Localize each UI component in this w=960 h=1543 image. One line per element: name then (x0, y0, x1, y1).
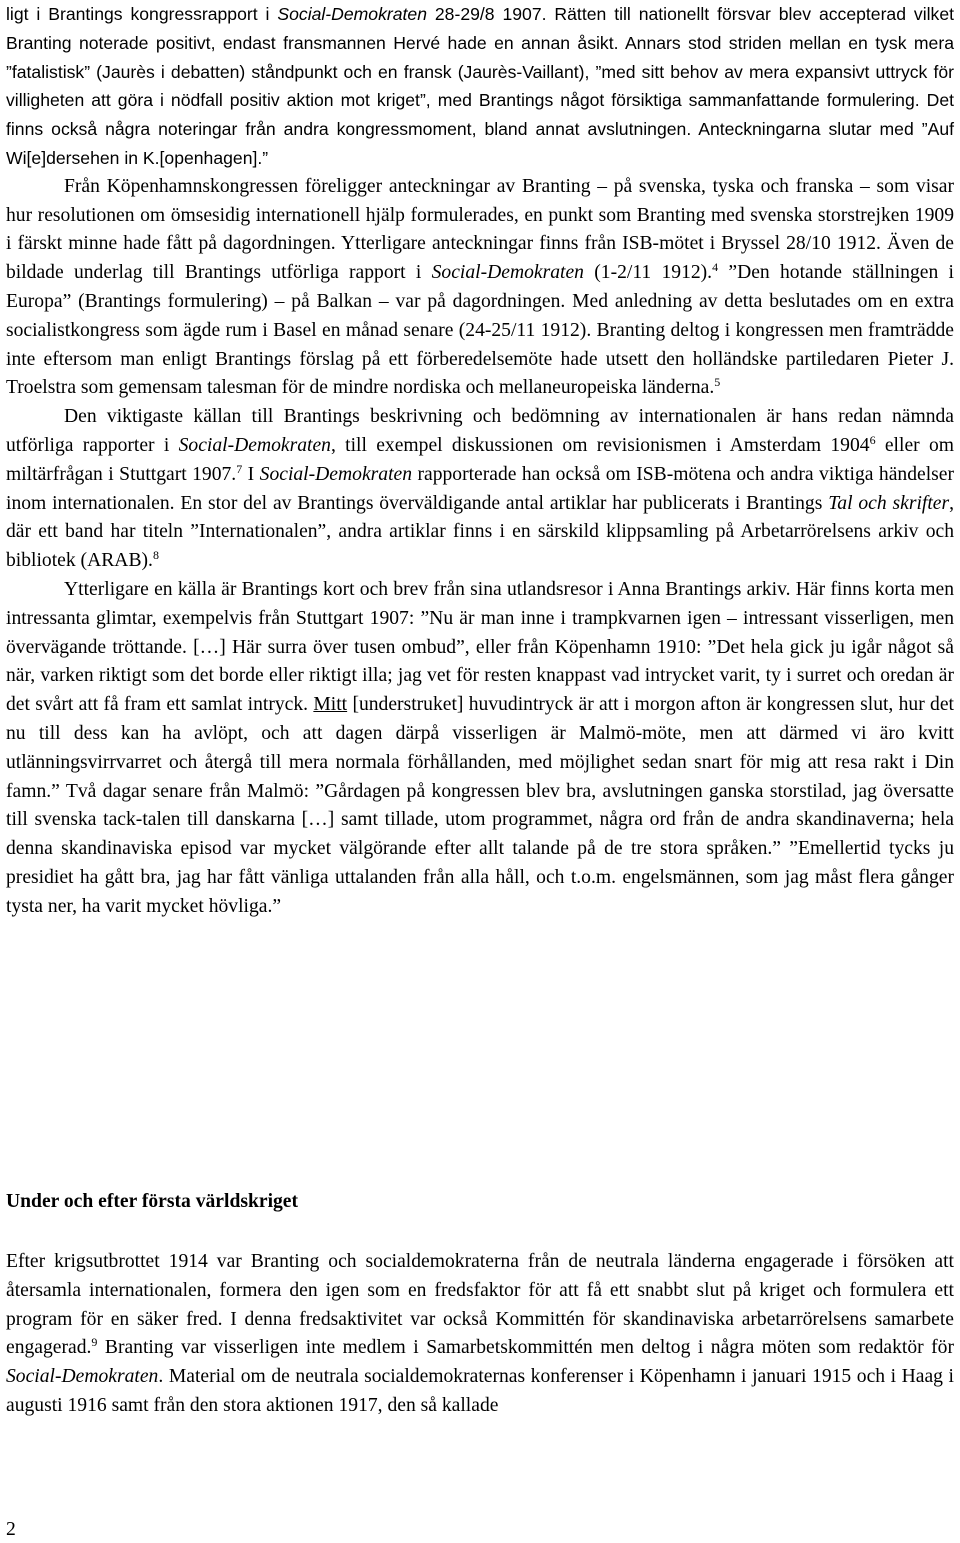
text: Den viktigaste källan till Brantings beskrivning och bedömning av internationalen är hans redan nämnda utförliga rapporter i (6, 406, 954, 456)
newspaper-title: Social-Demokraten (431, 262, 584, 284)
body-text-upper (6, 0, 954, 922)
text: eller om miltärfrågan i Stuttgart 1907. (6, 434, 954, 485)
footnote-ref: 6 (869, 432, 876, 447)
book-title: Tal och skrifter (828, 492, 950, 514)
text: Efter krigsutbrottet 1914 var Branting och socialdemokraterna från de neutrala länderna engagerade i försöken att återsamla internationalen, formera den igen som en fredsfaktor för att få ett snabbt slut på kriget och formulera ett program för en säker fred. I denna fredsaktivitet var också Kommittén för skandinaviska arbetarrörelsens samarbete engagerad. (6, 1251, 954, 1359)
text: . Material om de neutrala socialdemokraternas konferenser i Köpenhamn i januari 1915 och i Haag i augusti 1916 samt från den stora aktionen 1917, den så kallade (6, 1366, 954, 1416)
text: Branting var visserligen inte medlem i Samarbetskommittén men deltog i några möten som redaktör för (97, 1337, 954, 1359)
section-heading: Under och efter första världskriget (6, 1191, 299, 1212)
footnote-ref: 5 (714, 375, 721, 390)
text: , där ett band har titeln ”Internationalen”, andra artiklar finns i en särskild klippsamling på Arbetarrörelsens arkiv och bibliotek (ARAB). (6, 492, 955, 572)
paragraph-2 (6, 173, 954, 403)
newspaper-title: Social-Demokraten (6, 1366, 159, 1388)
text: ligt i Brantings kongressrapport i (6, 4, 278, 24)
footnote-ref: 8 (152, 548, 159, 563)
underlined-word: Mitt (313, 694, 348, 716)
text: Ytterligare en källa är Brantings kort och brev från sina utlandsresor i Anna Brantings arkiv. Här finns korta men intressanta glimtar, exempelvis från Stuttgart 1907: ”Nu är man inne i trampkvarnen igen – intressant visserligen, men övervägande tröttande. […] Här surra över tusen ombud”, eller från Köpenhamn 1910: ”Det hela gick ju igår något så när, varken riktigt som det borde eller riktigt illa; jag vet för resten knappast vad intrycket varit, ty i surret och oredan är det svårt att få fram ett samlat intryck. (6, 578, 954, 716)
newspaper-title: Social-Demokraten (277, 4, 427, 24)
paragraph-3 (6, 403, 954, 576)
text: I (242, 463, 260, 485)
footnote-ref: 9 (91, 1335, 98, 1350)
text: 28-29/8 1907. Rätten till nationellt försvar blev accepterad vilket Branting noterade positivt, endast fransmannen Hervé hade en annan åsikt. Annars stod striden mellan en tysk mera ”fatalistisk” (Jaurès i debatten) ståndpunkt och en fransk (Jaurès-Vaillant), ”med sitt behov av mera expansivt uttryck för villigheten att göra i nödfall positiv aktion mot kriget”, med Brantings något försiktiga sammanfattande formulering. Det finns också några noteringar från andra kongressmoment, bland annat avslutningen. Anteckningarna slutar med ”Auf Wi[e]dersehen in K.[openhagen].” (6, 4, 955, 168)
text: rapporterade han också om ISB-mötena och andra viktiga händelser inom internationalen. En stor del av Brantings överväldigande antal artiklar har publicerats i Brantings (6, 463, 954, 514)
newspaper-title: Social-Demokraten (259, 463, 413, 485)
body-text-lower (6, 1248, 954, 1421)
text: (1-2/11 1912). (583, 262, 713, 284)
footnote-ref: 4 (712, 260, 719, 275)
text: ”Den hotande ställningen i Europa” (Brantings formulering) – på Balkan – var på dagordningen. Med anledning av detta beslutades om en extra socialistkongress som ägde rum i Basel en månad senare (24-25/11 1912). Branting deltog i kongressen men framträdde inte eftersom man enligt Brantings förslag på ett förberedelsemöte hade utsett den holländske partiledaren Pieter J. Troelstra som gemensam talesman för de mindre nordiska och mellaneuropeiska länderna. (6, 262, 954, 399)
text: Från Köpenhamnskongressen föreligger anteckningar av Branting – på svenska, tyska och franska – som visar hur resolutionen om ömsesidig internationell hjälp formulerades, en punkt som Branting med svenska storstrejken 1909 i färskt minne hade fått på dagordningen. Ytterligare anteckningar finns från ISB-mötet i Bryssel 28/10 1912. Även de bildade underlag till Brantings utförliga rapport i (6, 175, 954, 284)
footnote-ref: 7 (236, 461, 243, 476)
newspaper-title: Social-Demokraten (178, 434, 331, 456)
paragraph-1 (6, 0, 954, 173)
text: [understruket] huvudintryck är att i morgon afton är kongressen slut, hur det nu till dess kan ha avlöpt, och att dagen därpå visserligen är Malmö-möte, men att därmed vi äro kvitt utlänningsvirrvarret och återgå till mera normala förhållanden, med möjlighet sedan snart för mig att resa rakt i Din famn.” Två dagar senare från Malmö: ”Gårdagen på kongressen blev bra, avslutningen ganska storstilad, jag översatte till svenska tack-talen till danskarna […] samt tillade, utom programmet, några ord från de andra skandinaverna; hela denna skandinaviska episod var mycket välgörande efter allt talande på de tre stora språken.” ”Emellertid tycks ju presidiet ha gått bra, jag har fått vänliga uttalanden från alla håll, och t.o.m. engelsmännen, som jag måst flera gånger tysta ner, ha varit mycket hövliga.” (6, 694, 954, 917)
text: , till exempel diskussionen om revisionismen i Amsterdam 1904 (330, 434, 870, 456)
paragraph-5 (6, 1248, 954, 1421)
page-number: 2 (6, 1519, 16, 1540)
paragraph-4 (6, 576, 954, 922)
